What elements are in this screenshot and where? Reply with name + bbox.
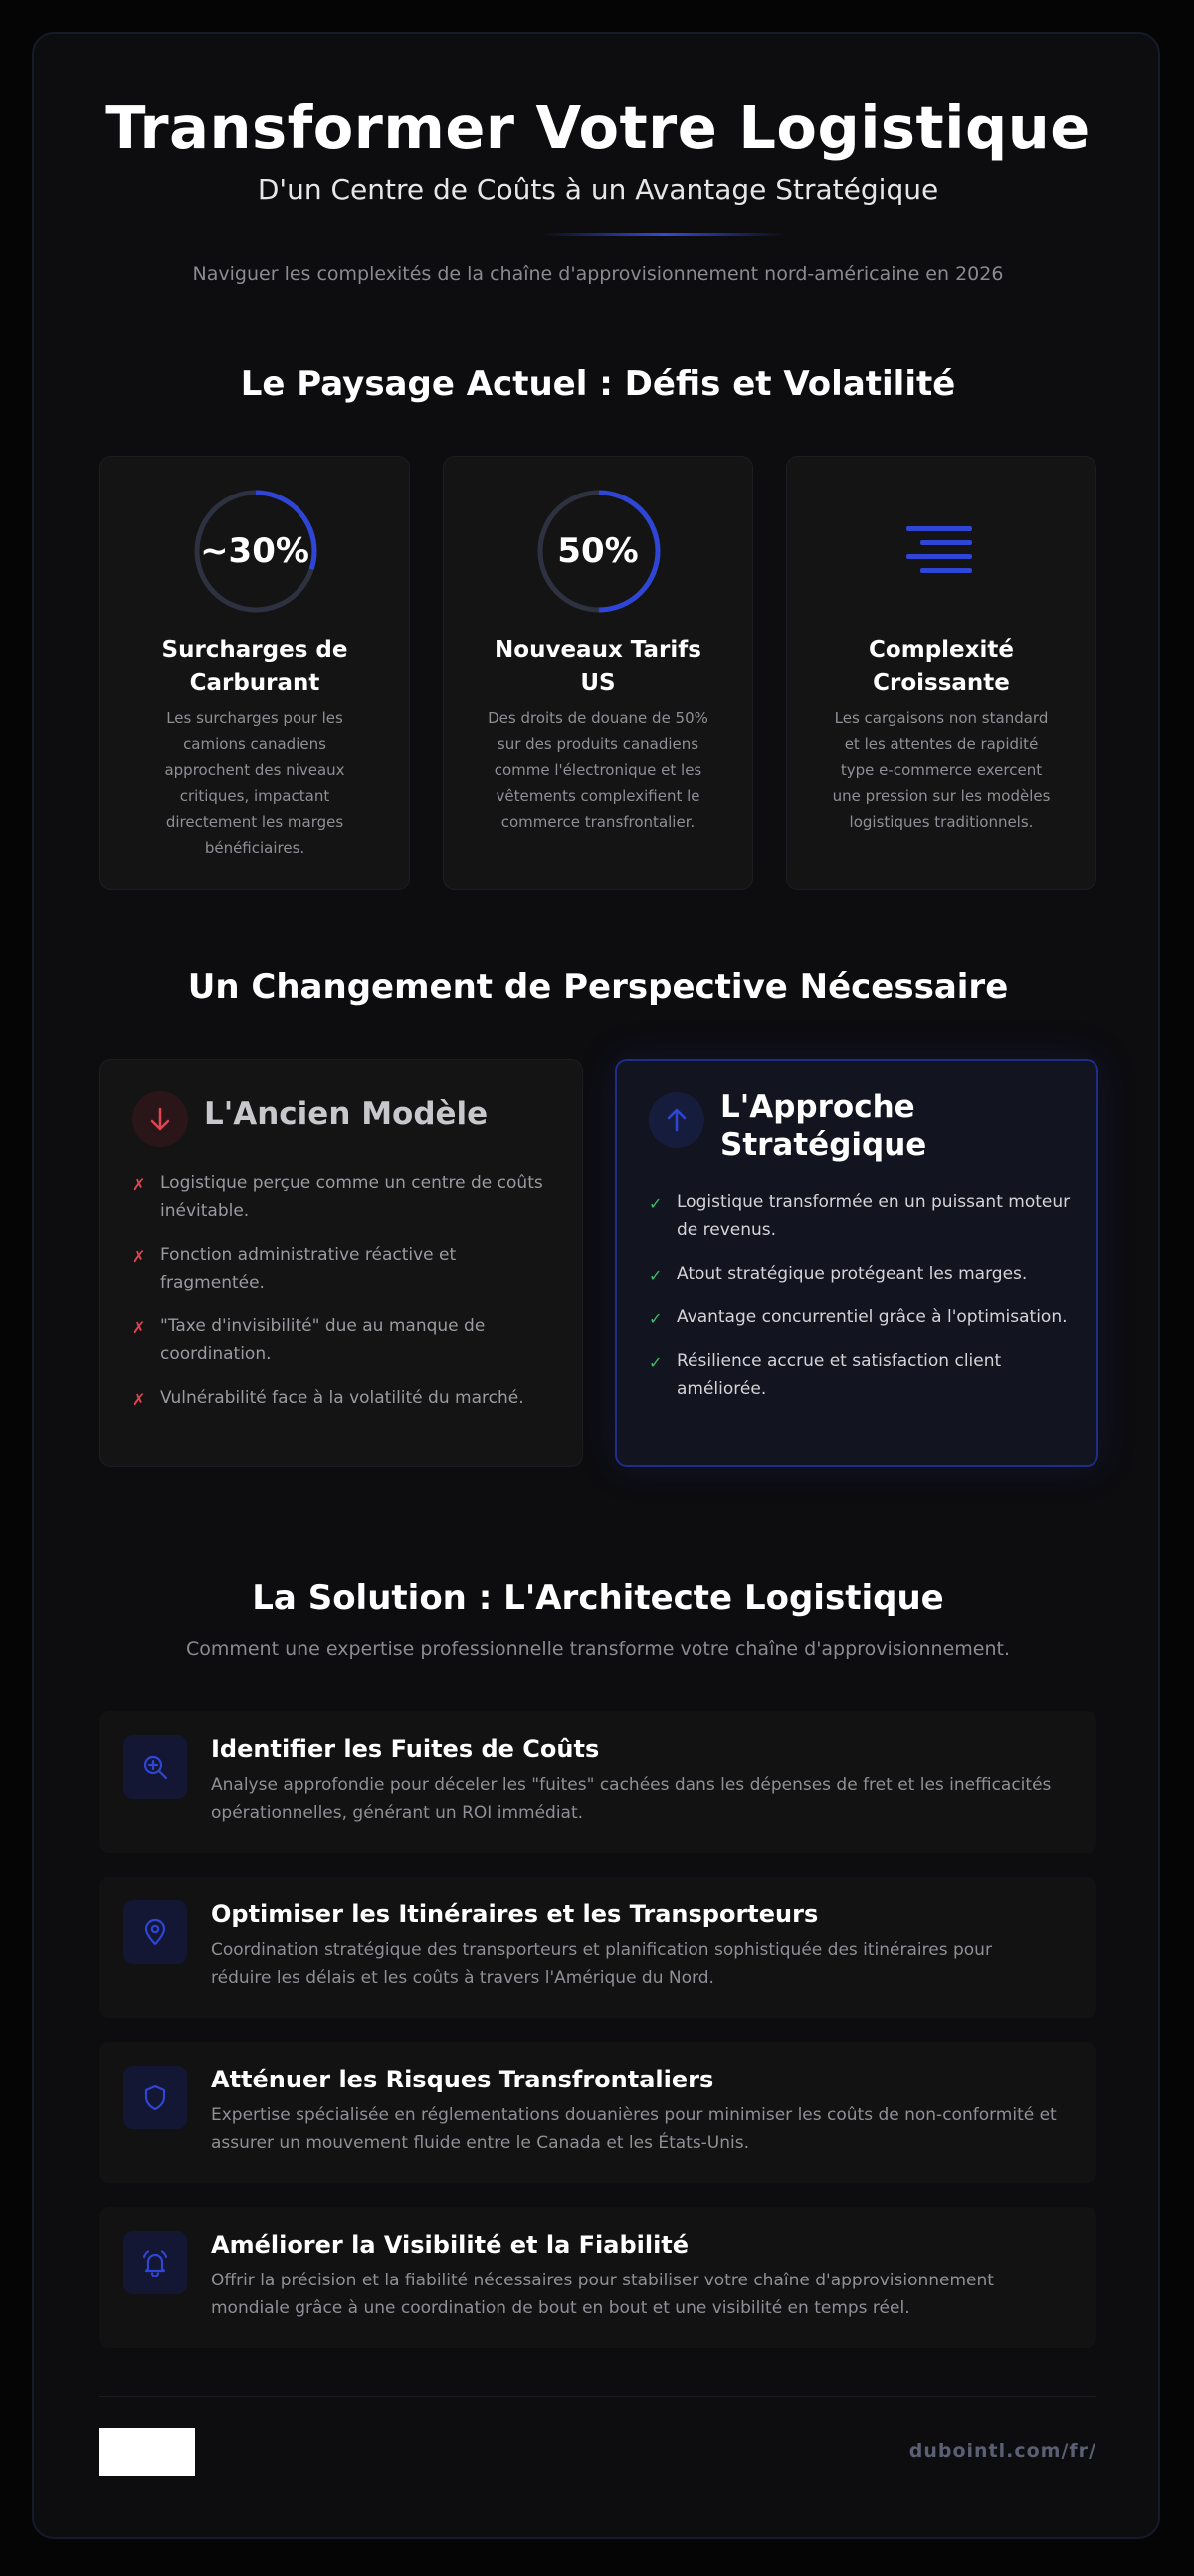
solution-title-text: Identifier les Fuites de Coûts bbox=[211, 1735, 600, 1763]
solution-description: Offrir la précision et la fiabilité nécessaires pour stabiliser votre chaîne d'approvisionnement mondiale grâce à une coordination de bout en bout et une visibilité en temps réel. bbox=[211, 2271, 994, 2318]
old-model-title: L'Ancien Modèle bbox=[204, 1096, 489, 1132]
list-item: ✓ Atout stratégique protégeant les marges. bbox=[649, 1260, 1073, 1288]
solution-card-cross-border bbox=[100, 2042, 1096, 2183]
stat-value: ~30% bbox=[200, 531, 309, 571]
solution-intro: Comment une expertise professionnelle transforme votre chaîne d'approvisionnement. bbox=[185, 1638, 1011, 1660]
solution-title-text: Atténuer les Risques Transfrontaliers bbox=[211, 2066, 714, 2093]
list-item: ✓ Logistique transformée en un puissant moteur de revenus. bbox=[649, 1192, 1071, 1240]
stat-description: Les cargaisons non standard et les attentes de rapidité type e-commerce exercent une pression sur les modèles logistiques traditionnels. bbox=[832, 709, 1051, 831]
list-item: ✓ Avantage concurrentiel grâce à l'optimisation. bbox=[649, 1303, 1073, 1331]
cross-icon: ✗ bbox=[132, 1318, 146, 1337]
search-plus-icon bbox=[123, 1735, 187, 1799]
cross-icon: ✗ bbox=[132, 1247, 146, 1266]
strategic-approach-title: L'Approche Stratégique bbox=[720, 1090, 927, 1163]
footer-divider bbox=[100, 2396, 1096, 2397]
solution-title: La Solution : L'Architecte Logistique bbox=[252, 1578, 944, 1618]
solution-description: Coordination stratégique des transporteurs et planification sophistiquée des itinéraires pour réduire les délais et les coûts à travers l'Amérique du Nord. bbox=[211, 1940, 992, 1988]
strategic-approach-list bbox=[649, 1188, 1073, 1419]
stat-title: Complexité Croissante bbox=[869, 637, 1014, 695]
old-model-list bbox=[132, 1169, 558, 1428]
stat-title: Surcharges de Carburant bbox=[161, 637, 348, 695]
cross-icon: ✗ bbox=[132, 1175, 146, 1194]
shield-icon bbox=[123, 2066, 187, 2129]
solution-card-visibility bbox=[100, 2207, 1096, 2348]
solution-title-text: Améliorer la Visibilité et la Fiabilité bbox=[211, 2231, 690, 2259]
old-model-card bbox=[100, 1059, 583, 1467]
arrow-down-icon bbox=[132, 1091, 188, 1147]
stat-card-complexity bbox=[786, 456, 1096, 890]
stat-title: Nouveaux Tarifs US bbox=[495, 637, 701, 695]
solution-title-text: Optimiser les Itinéraires et les Transporteurs bbox=[211, 1900, 819, 1928]
title-divider bbox=[542, 233, 785, 236]
lines-icon bbox=[906, 526, 978, 578]
solution-description: Expertise spécialisée en réglementations douanières pour minimiser les coûts de non-conformité et assurer un mouvement fluide entre le Canada et les États-Unis. bbox=[211, 2105, 1057, 2153]
bell-icon bbox=[123, 2231, 187, 2294]
content bbox=[100, 34, 1096, 2539]
strategic-approach-card bbox=[615, 1059, 1098, 1467]
list-item: ✓ Résilience accrue et satisfaction client améliorée. bbox=[649, 1351, 1002, 1399]
check-icon: ✓ bbox=[649, 1266, 663, 1285]
map-pin-icon bbox=[123, 1900, 187, 1964]
stat-card-tariffs bbox=[443, 456, 753, 890]
page-tagline: Naviguer les complexités de la chaîne d'approvisionnement nord-américaine en 2026 bbox=[192, 263, 1004, 285]
list-item: ✗ Logistique perçue comme un centre de coûts inévitable. bbox=[132, 1173, 543, 1221]
company-logo bbox=[100, 2428, 195, 2476]
solution-card-cost-leaks bbox=[100, 1711, 1096, 1853]
list-item: ✗ Fonction administrative réactive et fragmentée. bbox=[132, 1245, 457, 1292]
cross-icon: ✗ bbox=[132, 1390, 146, 1409]
infographic-frame bbox=[32, 32, 1160, 2539]
landscape-title: Le Paysage Actuel : Défis et Volatilité bbox=[240, 364, 956, 404]
check-icon: ✓ bbox=[649, 1353, 663, 1372]
stat-card-fuel bbox=[100, 456, 410, 890]
check-icon: ✓ bbox=[649, 1194, 663, 1213]
list-item: ✗ "Taxe d'invisibilité" due au manque de coordination. bbox=[132, 1316, 486, 1364]
check-icon: ✓ bbox=[649, 1309, 663, 1328]
footer-url-link[interactable]: dubointl.com/fr/ bbox=[908, 2440, 1096, 2462]
stat-value: 50% bbox=[557, 531, 639, 571]
solution-card-routes bbox=[100, 1877, 1096, 2018]
stat-description: Des droits de douane de 50% sur des produits canadiens comme l'électronique et les vêtements complexifient le commerce transfrontalier. bbox=[488, 709, 708, 831]
solution-description: Analyse approfondie pour déceler les "fuites" cachées dans les dépenses de fret et les inefficacités opérationnelles, générant un ROI immédiat. bbox=[211, 1775, 1052, 1823]
list-item: ✗ Vulnérabilité face à la volatilité du marché. bbox=[132, 1384, 558, 1412]
page-title: Transformer Votre Logistique bbox=[105, 94, 1091, 162]
page-subtitle: D'un Centre de Coûts à un Avantage Stratégique bbox=[257, 173, 939, 206]
arrow-up-icon bbox=[649, 1092, 704, 1148]
perspective-title: Un Changement de Perspective Nécessaire bbox=[187, 967, 1009, 1007]
stat-description: Les surcharges pour les camions canadiens approchent des niveaux critiques, impactant directement les marges bénéficiaires. bbox=[164, 709, 345, 857]
